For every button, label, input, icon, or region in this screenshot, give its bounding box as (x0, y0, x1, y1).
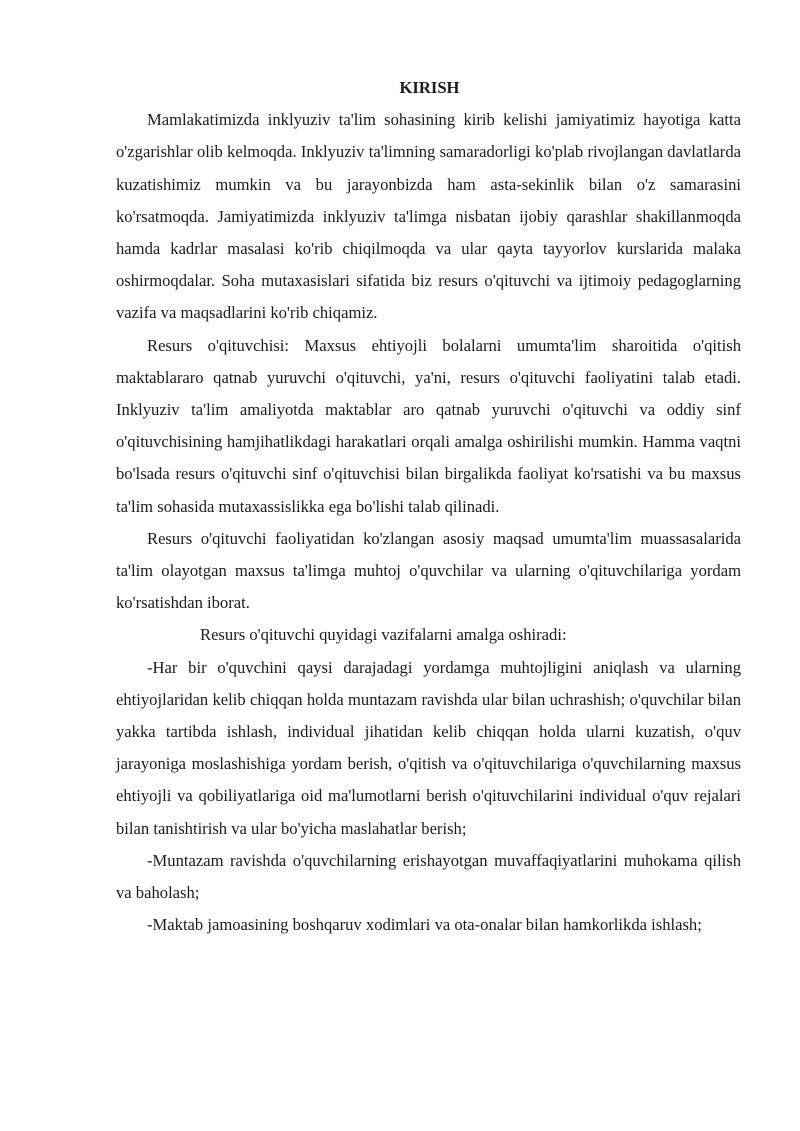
paragraph-task-2: -Muntazam ravishda o'quvchilarning erishayotgan muvaffaqiyatlarini muhokama qilish va baholash; (116, 850, 741, 903)
document-title: KIRISH (399, 78, 460, 97)
paragraph-resource-teacher: Resurs o'qituvchisi: Maxsus ehtiyojli bolalarni umumta'lim sharoitida o'qitish maktablararo qatnab yuruvchi o'qituvchi, ya'ni, resurs o'qituvchi faoliyatini talab etadi. Inklyuziv ta'lim amaliyotda maktablar aro qatnab yuruvchi o'qituvchi va oddiy sinf o'qituvchisining hamjihatlikdagi harakatlari orqali amalga oshirilishi mumkin. Hamma vaqtni bo'lsada resurs o'qituvchi sinf o'qituvchisi bilan birgalikda faoliyat ko'rsatishi va bu maxsus ta'lim sohasida mutaxassislikka ega bo'lishi talab qilinadi. (116, 335, 741, 516)
paragraph-main-goal: Resurs o'qituvchi faoliyatidan ko'zlangan asosiy maqsad umumta'lim muassasalarida ta'lim olayotgan maxsus ta'limga muhtoj o'quvchilar va ularning o'qituvchilariga yordam ko'rsatishdan iborat. (116, 528, 741, 613)
paragraph-tasks-heading: Resurs o'qituvchi quyidagi vazifalarni amalga oshiradi: (200, 625, 567, 645)
paragraph-task-3: -Maktab jamoasining boshqaruv xodimlari va ota-onalar bilan hamkorlikda ishlash; (147, 915, 702, 935)
paragraph-intro: Mamlakatimizda inklyuziv ta'lim sohasining kirib kelishi jamiyatimiz hayotiga katta o'zgarishlar olib kelmoqda. Inklyuziv ta'limning samaradorligi ko'plab rivojlangan davlatlarda kuzatishimiz mumkin va bu jarayonbizda ham asta-sekinlik bilan o'z samarasini ko'rsatmoqda. Jamiyatimizda inklyuziv ta'limga nisbatan ijobiy qarashlar shakillanmoqda hamda kadrlar masalasi ko'rib chiqilmoqda va ular qayta tayyorlov kurslarida malaka oshirmoqdalar. Soha mutaxasislari sifatida biz resurs o'qituvchi va ijtimoiy pedagoglarning vazifa va maqsadlarini ko'rib chiqamiz. (116, 110, 741, 323)
document-page (116, 72, 741, 941)
paragraph-task-1: -Har bir o'quvchini qaysi darajadagi yordamga muhtojligini aniqlash va ularning ehtiyojlaridan kelib chiqqan holda muntazam ravishda ular bilan uchrashish; o'quvchilar bilan yakka tartibda ishlash, individual jihatidan kelib chiqqan holda ularni kuzatish, o'quv jarayoniga moslashishiga yordam berish, o'qitish va o'qituvchilariga o'quvchilarning maxsus ehtiyojli va qobiliyatlariga oid ma'lumotlarni berish o'qituvchilarini individual o'quv rejalari bilan tanishtirish va ular bo'yicha maslahatlar berish; (116, 657, 741, 838)
